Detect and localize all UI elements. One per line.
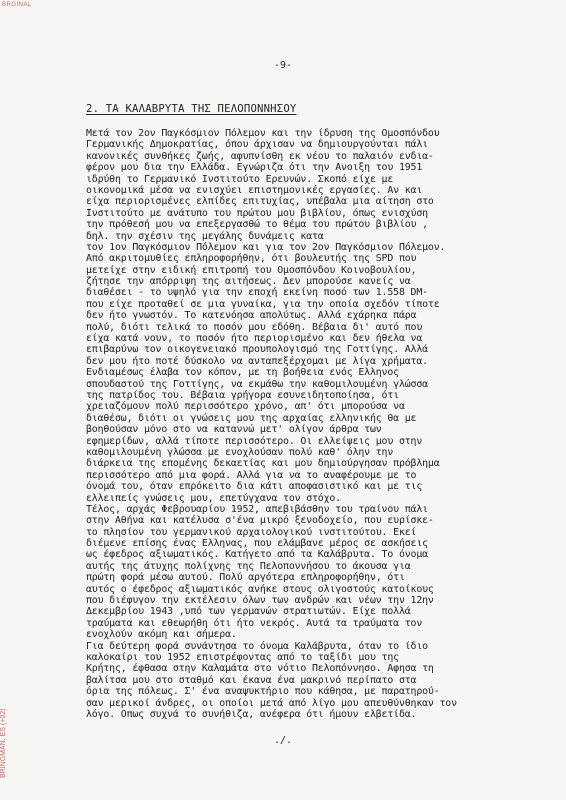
text-line: όνομά του, όταν επρόκειτο δια κάτι αποφασιστικό και με τις	[86, 481, 423, 493]
text-line: πολύ, διότι τελικά το ποσόν μου εδόθη. Βέβαια δι' αυτό που	[86, 321, 423, 333]
text-line: Τέλος, αρχάς Φεβρουαρίου 1952, απεβιβάσθην του τραίνου πάλι	[86, 503, 428, 515]
text-line: το πλησίον του γερμανικού αρχαιολογικού ινστιτούτου. Εκεί	[86, 526, 417, 538]
text-line: αυτής της άτυχης πολίχνης της Πελοποννήσου το άκουσα για	[86, 560, 411, 572]
text-line: που διέφυγον την εκτέλεσιν όλων των ανδρών και νέων την 12ην	[86, 595, 434, 607]
text-line: Μετά τον 2ον Παγκόσμιον Πόλεμον και την ίδρυση της Ομοσπόνδου	[86, 128, 440, 139]
text-line: τραύματα και εθεωρήθη ότι ήτο νεκρός. Αυτά τα τραύματα τον	[86, 617, 423, 629]
text-line: περισσότερο από μια φορά. Αλλά για να το αναφέρουμε με το	[86, 469, 417, 481]
text-line: δεν μου ήτο ποτέ δύσκολο να ανταπεξέρχομαι με λίγα χρήματα.	[86, 355, 428, 367]
text-line: διαθέσω, διότι οι γνώσεις μου της αρχαίας ελληνικής θα με	[86, 412, 417, 424]
archive-stamp: BRGINAL	[2, 2, 32, 8]
text-line: ελλειπείς γνώσεις μου, επετύγχανα τον στόχο.	[86, 492, 341, 504]
text-line: Ενδιαμέσως έλαβα τον κόπον, με τη βοήθεια ενός Ελληνος	[86, 367, 399, 379]
text-line: Γερμανικής Δημοκρατίας, όπου άρχισαν να δημιουργούνται πάλι	[86, 139, 428, 151]
text-line: φέρον μου δια την Ελλάδα. Εγνώριζα ότι την Ανοιξη του 1951	[86, 162, 423, 174]
text-line: ιδρύθη το Γερμανικό Ινστιτούτο Ερευνών. Σκοπό είχε με	[86, 173, 394, 185]
text-line: Για δεύτερη φορά συνάντησα το όνομα Καλάβρυτα, όταν το ίδιο	[86, 640, 428, 652]
text-line: στην Αθήνα και κατέλυσα σ'ένα μικρό ξενοδοχείο, που ευρίσκε-	[86, 515, 434, 527]
text-line: εφημερίδων, αλλά τίποτε περισσότερο. Οι ελλείψεις μου στην	[86, 435, 423, 447]
page-number: -9-	[273, 60, 293, 71]
text-line: καλοκαίρι του 1952 επιστρέφοντας από το ταξίδι μου της	[86, 651, 399, 663]
text-line: σαν μερικοί άνδρες, οι οποίοι μετά από λίγο μου απευθύνθηκαν τον	[86, 697, 457, 709]
text-line: όρια της πόλεως. Σ' ένα αναψυκτήριο που κάθησα, με παρατηρού-	[86, 686, 440, 698]
text-line: ως έφεδρος αξιωματικός. Κατήγετο από τα Καλάβρυτα. Το όνομα	[86, 549, 428, 561]
text-line: που είχε προταθεί σε μια γυναίκα, για την οποία σχεδόν τίποτε	[86, 298, 440, 310]
archive-side-note: BRINGMAN, ES (+02)	[0, 708, 7, 778]
text-line: διαθέσει - το υψηλό για την εποχή εκείνη ποσό των 1.558 DM-	[86, 287, 428, 299]
text-line: καθομιλουμένη γλώσσα με ενοχλούσαν πολύ καθ' όλην την	[86, 446, 394, 458]
text-line: μετείχε στην ειδική επιτροπή του Ομοσπόνδου Κοινοβουλίου,	[86, 264, 417, 276]
text-line: βαλίτσα μου στο σταθμό και έκανα ένα μακρινό περίπατο στα	[86, 674, 417, 686]
text-line: λόγο. Οπως συχνά το συνήθιζα, ανέφερα ότι ήμουν ελβετίδα.	[86, 708, 417, 720]
section-heading: 2. ΤΑ ΚΑΛΑΒΡΥΤΑ ΤΗΣ ΠΕΛΟΠΟΝΝΗΣΟΥ	[86, 103, 297, 115]
text-line: επιβαρύνω τον οικογενειακό προυπολογισμό της Γοττίγης. Αλλά	[86, 344, 428, 356]
text-line: ενοχλούν ακόμη και σήμερα.	[86, 629, 237, 641]
text-line: τον 1ον Παγκόσμιον Πόλεμον και για τον 2ον Παγκόσμιον Πόλεμον.	[86, 241, 446, 253]
text-line: την πρόθεσή μου να επεξεργασθώ το θέμα του πρώτου βιβλίου ,	[86, 219, 428, 231]
text-line: διέμενε επίσης ένας Ελληνας, που ελάμβανε μέρος σε ασκήσεις	[86, 538, 428, 550]
text-line: βοηθούσαν μόνο στο να καταννώ μετ' ολίγον άρθρα των	[86, 424, 382, 436]
text-line: Κρήτης, έφθασα στην Καλαμάτα στο νότιο Πελοπόννησο. Αφησα τη	[86, 663, 434, 675]
text-line: διάρκεια της επομένης δεκαετίας και μου δημιούργησαν πρόβλημα	[86, 458, 440, 470]
text-line: ζήτησε την απόρριψη της αιτήσεως. Δεν μπορούσε κανείς να	[86, 276, 411, 288]
text-line: της πατρίδος του. Βέβαια γρήγορα εσυνειδητοποίησα, ότι	[86, 389, 399, 401]
text-line: πρώτη φορά μέσω αυτού. Πολύ αργότερα επληροφορήθην, ότι	[86, 572, 405, 584]
text-line: είχα περιορισμένες ελπίδες επιτυχίας, υπέβαλα μια αίτηση στο	[86, 196, 434, 208]
text-line: Από ακριτομυθίες επληροφορήθην, ότι βουλευτής της SPD που	[86, 253, 417, 265]
text-line: οικονομικά μέσα να ενισχύει επιστημονικές εργασίες. Αν και	[86, 184, 423, 196]
text-line: κανονικές συνθήκες ζωής, αφυπνίσθη εκ νέου το παλαιόν ενδια-	[86, 150, 434, 162]
body-text	[86, 128, 556, 720]
text-line: Δεκεμβρίου 1943 ,υπό των γερμανών στρατιωτών. Είχε πολλά	[86, 606, 411, 618]
text-line: χρειαζόμουν πολύ περισσότερο χρόνο, απ' ότι μπορούσα να	[86, 401, 405, 413]
text-line: σπουδαστού της Γοττίγης, να εκμάθω την καθομιλουμένη γλώσσα	[86, 378, 428, 390]
text-line: δεν ήτο γνωστόν. Το κατενόησα απολύτως. Αλλά εχάρηκα πάρα	[86, 310, 417, 322]
text-line: Ινστιτούτο με ανάτυπο του πρώτου μου βιβλίου, όπως ενισχύση	[86, 207, 428, 219]
text-line: αυτός ο έφεδρος αξιωματικός ανήκε στους ολιγοστούς κατοίκους	[86, 583, 434, 595]
text-line: δηλ. την σχέσιν της μεγάλης δυνάμεις κατα	[86, 230, 324, 242]
text-line: είχα κατά νουν, το ποσόν ήτο περιορισμένο και δεν ήθελα να	[86, 333, 423, 345]
continuation-mark: ./.	[273, 735, 293, 746]
